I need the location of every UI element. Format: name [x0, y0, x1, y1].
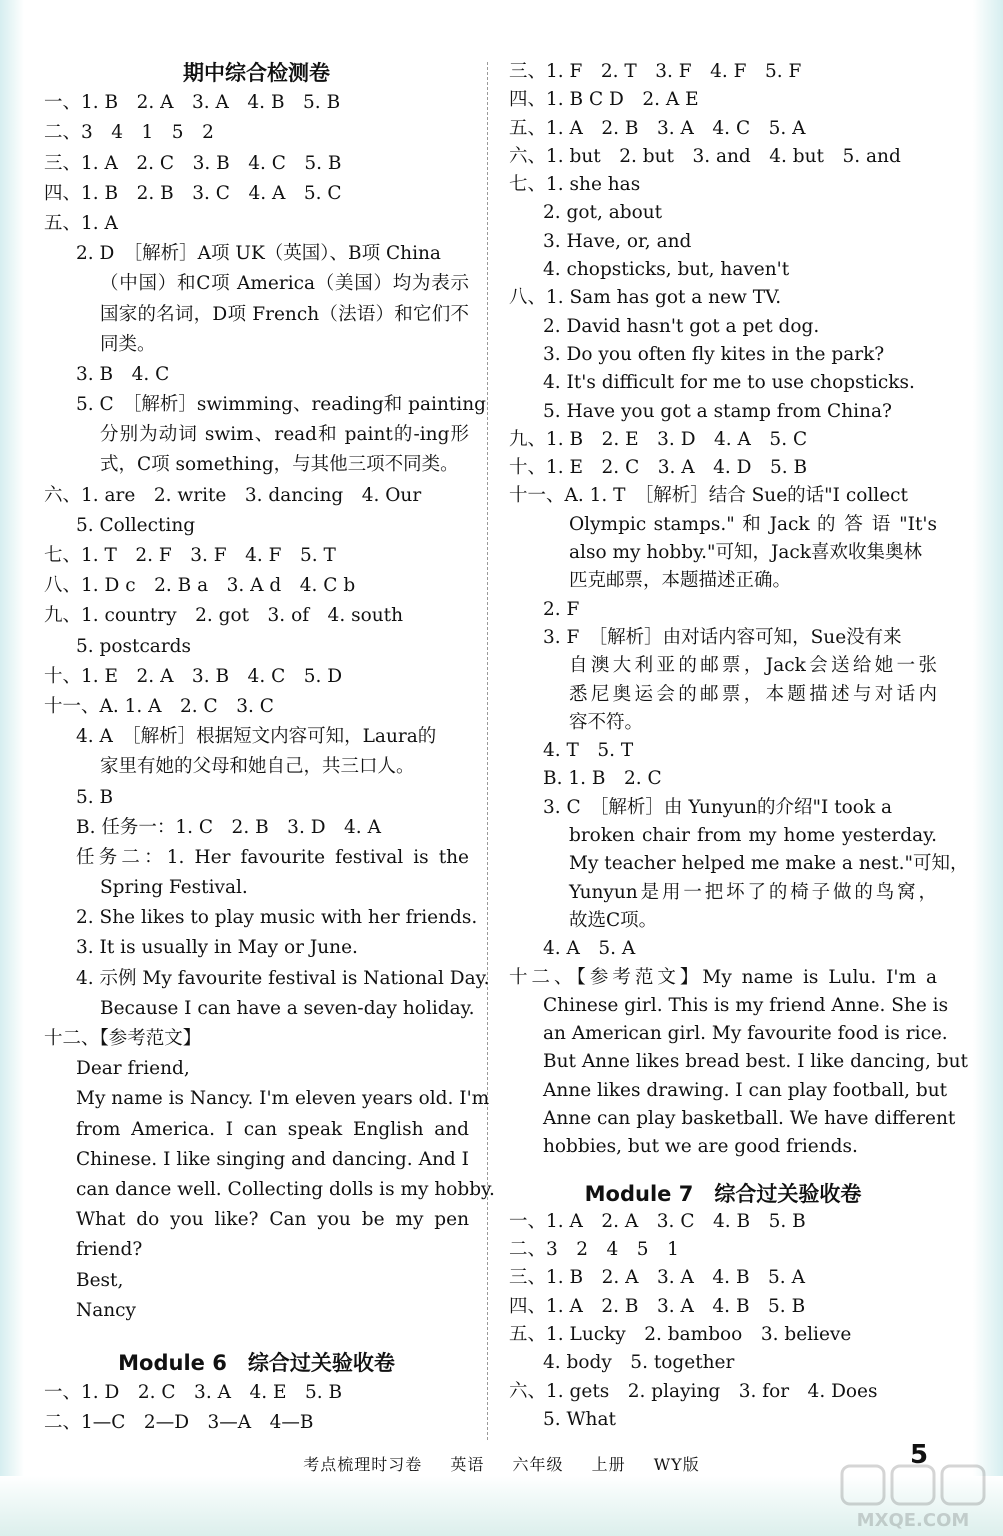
answer-line: 五、1. Lucky 2. bamboo 3. believe: [509, 1324, 852, 1346]
analysis-line: 家里有她的父母和她自己，共三口人。: [100, 756, 415, 778]
analysis-line: 3. F ［解析］由对话内容可知，Sue没有来: [543, 626, 902, 648]
essay-line: But Anne likes bread best. I like dancing, but: [543, 1051, 968, 1073]
analysis-line: 国家的名词，D项 French（法语）和它们不: [100, 303, 469, 325]
answer-line: 四、1. B C D 2. A E: [509, 89, 699, 111]
analysis-line: 容不符。: [569, 711, 644, 733]
analysis-line: 2. D ［解析］A项 UK（英国）、B项 China: [76, 243, 441, 265]
essay-line: Chinese. I like singing and dancing. And I: [76, 1148, 469, 1170]
answer-line: 4. chopsticks, but, haven't: [543, 259, 790, 281]
answer-line: Spring Festival.: [100, 877, 248, 899]
answer-line: 3. It is usually in May or June.: [76, 937, 358, 959]
left-column: [44, 58, 495, 1438]
essay-line: Nancy: [76, 1299, 136, 1321]
answer-line: 二、1—C 2—D 3—A 4—B: [44, 1412, 314, 1434]
answer-line: 5. Collecting: [76, 514, 196, 536]
page-number: 5: [910, 1440, 929, 1470]
essay-line: from America. I can speak English and: [76, 1118, 469, 1140]
essay-line: friend?: [76, 1239, 143, 1261]
answer-line: 十、1. E 2. C 3. A 4. D 5. B: [509, 457, 808, 479]
answer-line: 3. B 4. C: [76, 363, 170, 385]
essay-heading: 十二、【参考范文】: [44, 1028, 202, 1049]
analysis-line: 悉尼奥运会的邮票，本题描述与对话内: [569, 683, 937, 705]
answer-line: 4. 示例 My favourite festival is National Day.: [76, 967, 490, 989]
answer-line: 5. B: [76, 786, 114, 808]
answer-line: 4. It's difficult for me to use chopsticks.: [543, 372, 915, 394]
answer-line: 四、1. B 2. B 3. C 4. A 5. C: [44, 182, 342, 204]
answer-line: 4. T 5. T: [543, 740, 634, 762]
answer-line: 3. Have, or, and: [543, 230, 692, 252]
answer-line: 一、1. B 2. A 3. A 4. B 5. B: [44, 92, 341, 114]
answer-line: 任务二：1. Her favourite festival is the: [76, 846, 469, 868]
answer-line: 5. Have you got a stamp from China?: [543, 400, 892, 422]
module7-title: Module 7 综合过关验收卷: [584, 1181, 862, 1206]
answer-line: 九、1. country 2. got 3. of 4. south: [44, 605, 403, 627]
essay-line: My name is Nancy. I'm eleven years old. I'm: [76, 1088, 490, 1110]
answer-line: B. 1. B 2. C: [543, 768, 662, 790]
analysis-line: 十一、A. 1. T ［解析］结合 Sue的话"I collect: [509, 485, 908, 507]
essay-line: Chinese girl. This is my friend Anne. She is: [543, 994, 949, 1016]
answer-line: 三、1. B 2. A 3. A 4. B 5. A: [509, 1267, 805, 1289]
spacer: [509, 1162, 937, 1180]
analysis-line: broken chair from my home yesterday.: [569, 825, 937, 847]
answer-line: 六、1. gets 2. playing 3. for 4. Does: [509, 1380, 878, 1402]
answer-line: 九、1. B 2. E 3. D 4. A 5. C: [509, 428, 808, 450]
analysis-line: 自澳大利亚的邮票，Jack会送给她一张: [569, 655, 937, 677]
answer-line: 5. What: [543, 1408, 616, 1430]
page-edge-left: [0, 0, 24, 1536]
analysis-line: Olympic stamps." 和 Jack 的 答 语 "It's: [569, 513, 937, 535]
essay-line: an American girl. My favourite food is rice.: [543, 1023, 948, 1045]
answer-line: 2. F: [543, 598, 580, 620]
analysis-line: （中国）和C项 America（美国）均为表示: [100, 273, 469, 295]
answer-line: 六、1. but 2. but 3. and 4. but 5. and: [509, 145, 901, 167]
answer-line: 四、1. A 2. B 3. A 4. B 5. B: [509, 1295, 806, 1317]
page-edge-right: [973, 0, 1003, 1536]
right-column: [509, 58, 969, 1434]
answer-line: 3. Do you often fly kites in the park?: [543, 343, 885, 365]
answer-line: 4. A 5. A: [543, 938, 636, 960]
watermark-text: MXQE.COM: [856, 1510, 970, 1531]
essay-line: Anne can play basketball. We have different: [543, 1107, 956, 1129]
analysis-line: also my hobby."可知，Jack喜欢收集奥林: [569, 542, 922, 564]
answer-line: 八、1. D c 2. B a 3. A d 4. C b: [44, 575, 356, 597]
answer-line: 三、1. A 2. C 3. B 4. C 5. B: [44, 152, 342, 174]
footer-grade: 六年级: [512, 1455, 564, 1474]
watermark-logo: [838, 1462, 988, 1532]
analysis-line: 匹克邮票，本题描述正确。: [569, 570, 792, 592]
analysis-line: 4. A ［解析］根据短文内容可知，Laura的: [76, 726, 437, 748]
footer-volume: 上册: [591, 1455, 626, 1474]
essay-line: hobbies, but we are good friends.: [543, 1136, 858, 1158]
answer-line: Because I can have a seven-day holiday.: [100, 997, 475, 1019]
answer-line: 4. body 5. together: [543, 1352, 735, 1374]
essay-line: Anne likes drawing. I can play football, but: [543, 1079, 948, 1101]
essay-line: can dance well. Collecting dolls is my hobby.: [76, 1178, 495, 1200]
answer-line: 五、1. A: [44, 212, 118, 234]
analysis-line: 5. C ［解析］swimming、reading和 painting: [76, 394, 486, 416]
analysis-line: 3. C ［解析］由 Yunyun的介绍"I took a: [543, 796, 893, 818]
analysis-line: 同类。: [100, 333, 156, 355]
footer-edition: WY版: [653, 1455, 700, 1474]
essay-line: 十二、【参考范文】My name is Lulu. I'm a: [509, 966, 937, 988]
module6-title: Module 6 综合过关验收卷: [118, 1350, 395, 1375]
answer-line: 七、1. she has: [509, 174, 641, 196]
answer-line: 一、1. A 2. A 3. C 4. B 5. B: [509, 1210, 806, 1232]
answer-line: 三、1. F 2. T 3. F 4. F 5. F: [509, 61, 802, 82]
section-title: 期中综合检测卷: [183, 61, 330, 85]
spacer: [44, 1326, 469, 1348]
answer-line: 十、1. E 2. A 3. B 4. C 5. D: [44, 665, 343, 687]
essay-line: Dear friend,: [76, 1058, 190, 1080]
answer-line: 2. got, about: [543, 202, 663, 224]
essay-line: Best,: [76, 1269, 124, 1291]
answer-line: 十一、A. 1. A 2. C 3. C: [44, 695, 274, 717]
footer-book-title: 考点梳理时习卷: [303, 1455, 423, 1474]
answer-line: 2. David hasn't got a pet dog.: [543, 315, 820, 337]
answer-line: 七、1. T 2. F 3. F 4. F 5. T: [44, 545, 336, 566]
analysis-line: My teacher helped me make a nest."可知，: [569, 853, 969, 875]
answer-line: 五、1. A 2. B 3. A 4. C 5. A: [509, 117, 806, 139]
analysis-line: 故选C项。: [569, 909, 658, 931]
answer-line: 一、1. D 2. C 3. A 4. E 5. B: [44, 1382, 343, 1404]
answer-line: 5. postcards: [76, 635, 192, 657]
answer-line: B. 任务一：1. C 2. B 3. D 4. A: [76, 816, 381, 838]
answer-line: 六、1. are 2. write 3. dancing 4. Our: [44, 484, 422, 506]
answer-line: 八、1. Sam has got a new TV.: [509, 287, 782, 309]
essay-line: What do you like? Can you be my pen: [76, 1209, 469, 1231]
answer-line: 二、3 2 4 5 1: [509, 1239, 679, 1261]
analysis-line: Yunyun是用一把坏了的椅子做的鸟窝，: [569, 881, 937, 903]
answer-line: 2. She likes to play music with her friends.: [76, 907, 478, 929]
answer-line: 二、3 4 1 5 2: [44, 122, 214, 144]
footer-subject: 英语: [450, 1455, 485, 1474]
analysis-line: 分别为动词 swim、read和 paint的-ing形: [100, 424, 469, 446]
analysis-line: 式，C项 something，与其他三项不同类。: [100, 454, 459, 476]
column-divider: [487, 62, 488, 1440]
